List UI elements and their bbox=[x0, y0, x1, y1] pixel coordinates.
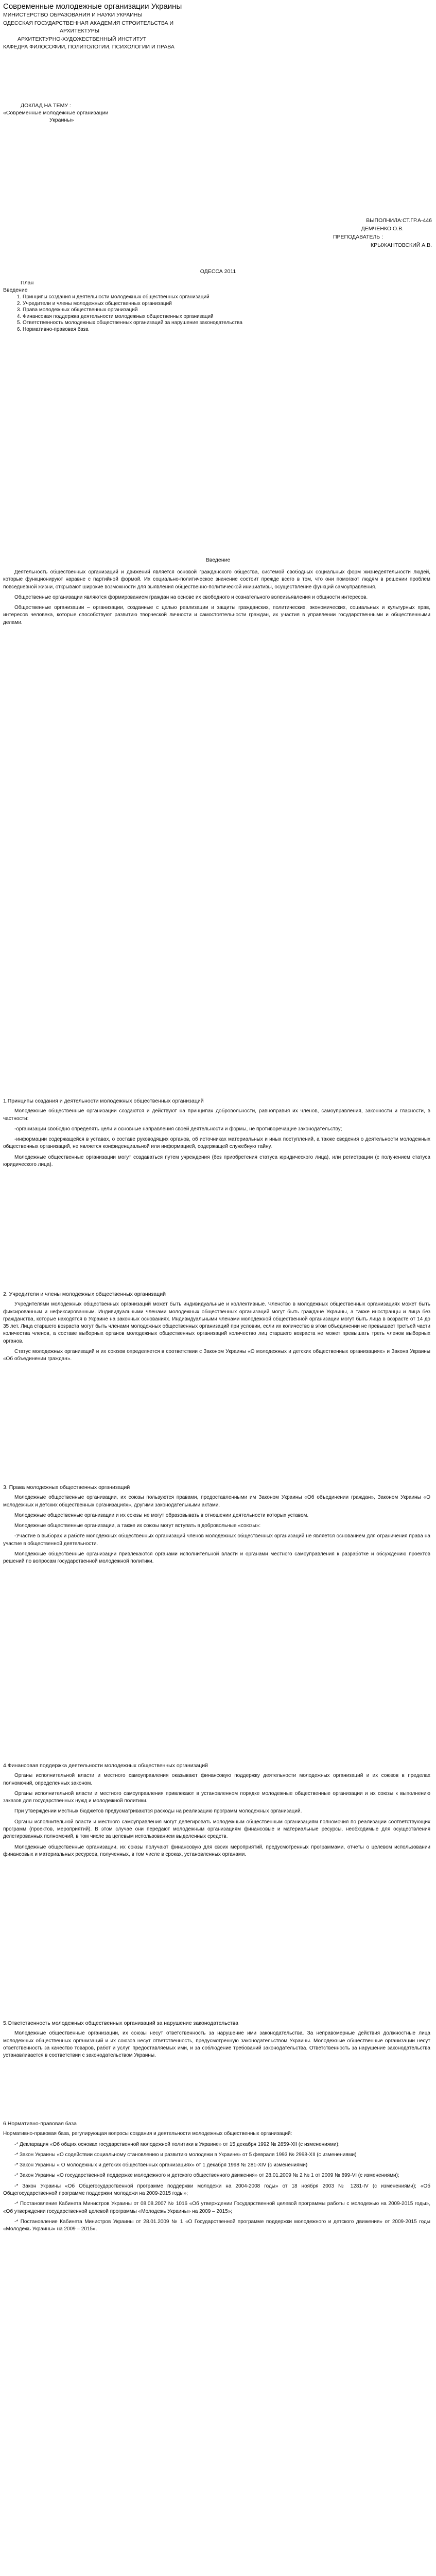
paragraph: Органы исполнительной власти и местного самоуправления оказывают финансовую поддержку деятельности молодежных организаций и их союзов в пределах полномочий, определенных законом. bbox=[3, 1773, 430, 1786]
report-topic-line: «Современные молодежные организации bbox=[3, 110, 109, 116]
toc-intro-item: Введение bbox=[3, 287, 28, 293]
ministry-line: МИНИСТЕРСТВО ОБРАЗОВАНИЯ И НАУКИ УКРАИНЫ bbox=[3, 12, 143, 18]
student-name: ДЕМЧЕНКО О.В. bbox=[361, 226, 404, 232]
toc-item: 5. Ответственность молодежных общественных организаций за нарушение законодательства bbox=[23, 320, 270, 327]
institute-line: АРХИТЕКТУРНО-ХУДОЖЕСТВЕННЫЙ ИНСТИТУТ bbox=[18, 36, 147, 42]
section-1-heading: 1.Принципы создания и деятельности молодежных общественных организаций bbox=[3, 1098, 204, 1104]
paragraph: Общественные организации являются формированием граждан на основе их свободного и сознательного волеизъявления и общности интересов. bbox=[14, 594, 368, 600]
teacher-label: ПРЕПОДАВАТЕЛЬ : bbox=[333, 234, 383, 240]
toc-item: 1. Принципы создания и деятельности молодежных общественных организаций bbox=[23, 294, 270, 301]
section-5 bbox=[3, 2020, 430, 2062]
paragraph: Общественные организации – организации, созданные с целью реализации и защиты гражданских, политических, экономических, социальных и культурных прав, интересов человека, которые способствуют развитию творческой личности и самостоятельности граждан, их участия в управлении государственными и общественными делами. bbox=[3, 605, 430, 625]
section-4 bbox=[3, 1762, 430, 1861]
list-item: -* Закон Украины «О государственной поддержке молодежного и детского общественного движения» от 28.01.2009 № 2 № 1 от 2009 № 899-VI (с изменениями); bbox=[14, 2173, 399, 2179]
list-item: -* Закон Украины « О молодежных и детских общественных организациях» от 1 декабря 1998 № 281-XIV (с изменениями) bbox=[14, 2162, 308, 2168]
section-3-heading: 3. Права молодежных общественных организаций bbox=[3, 1484, 130, 1490]
list-item: -* Декларация «Об общих основах государственной молодежной политики в Украине» от 15 декабря 1992 № 2859-XII (с изменениями); bbox=[14, 2141, 340, 2147]
department-line: КАФЕДРА ФИЛОСОФИИ, ПОЛИТОЛОГИИ, ПСИХОЛОГИИ И ПРАВА bbox=[3, 44, 175, 50]
section-5-heading: 5.Ответственность молодежных общественных организаций за нарушение законодательства bbox=[3, 2020, 239, 2026]
paragraph: -информации содержащейся в уставах, о составе руководящих органов, об источниках материальных и иных поступлений, а также сведения о деятельности молодежных общественных организаций, не является конфиденциальной или информацией, содержащей служебную тайну. bbox=[3, 1137, 430, 1150]
list-item: -* Закон Украины «О содействии социальному становлению и развитию молодежи в Украине» от 5 февраля 1993 № 2998-XII (с изменениями) bbox=[14, 2151, 357, 2158]
paragraph: Молодежные общественные организации, их союзы несут ответственность за нарушение ими законодательства. За неправомерные действия должностные лица молодежных общественных организаций и их союзов несут ответственность, предусмотренную законодательством Украины. Молодежные общественные организации несут ответственность за качество товаров, работ и услуг, предоставляемых ими, и за соблюдение требований законодательства. Ответственность за нарушение законодательства устанавливается в соответствии с законодательством Украины. bbox=[3, 2030, 430, 2059]
paragraph: При утверждении местных бюджетов предусматриваются расходы на реализацию программ молодежных организаций. bbox=[14, 1808, 302, 1815]
city-year: ОДЕССА 2011 bbox=[200, 268, 236, 275]
paragraph: Молодежные общественные организации могут создаваться путем учреждения (без приобретения статуса юридического лица), или регистрации (с получением статуса юридического лица). bbox=[3, 1154, 430, 1168]
paragraph: Статус молодежных организаций и их союзов определяется в соответствии с Законом Украины «О молодежных и детских общественных организациях» и Закона Украины «Об объединении граждан». bbox=[3, 1349, 430, 1362]
list-item: -* Постановление Кабинета Министров Украины от 08.08.2007 № 1016 «Об утверждении Государственной целевой программы работы с молодежью на 2009-2015 годы», «Об утверждении государственной целевой программы «Молодежь Украины» на 2009 – 2015»; bbox=[3, 2201, 430, 2214]
section-4-heading: 4.Финансовая поддержка деятельности молодежных общественных организаций bbox=[3, 1762, 208, 1769]
toc-item: 6. Нормативно-правовая база bbox=[23, 327, 270, 333]
paragraph: Деятельность общественных организаций и движений является основой гражданского общества, системой свободных социальных форм жизнедеятельности людей, которые функционируют наравне с партийной формой. Их социально-политическое значение состоит прежде всего в том, что они помогают людям в решении проблем повседневной жизни, открывают широкие возможности для выявления общественно-политической инициативы, осуществление функций самоуправления. bbox=[3, 569, 430, 590]
paragraph: Молодежные общественные организации создаются и действуют на принципах добровольности, равноправия их членов, самоуправления, законности и гласности, в частности: bbox=[3, 1108, 430, 1122]
report-topic bbox=[3, 102, 108, 124]
intro-text bbox=[3, 569, 430, 630]
title-page-header bbox=[3, 11, 175, 52]
paragraph: Молодежные общественные организации и их союзы не могут образовывать в отношении деятельности которых уставом. bbox=[14, 1512, 309, 1518]
paragraph: Молодежные общественные организации привлекаются органами исполнительной власти и органами местного самоуправления к разработке и обсуждению проектов решений по вопросам государственной молодежной политики. bbox=[3, 1551, 430, 1565]
section-1 bbox=[3, 1097, 430, 1172]
list-item: -* Закон Украины «Об Общегосударственной программе поддержки молодежи на 2004-2008 годы» от 18 ноября 2003 № 1281-IV (с изменениями); «Об Общегосударственной программе поддержки молодежи на 2009-2015 годы»; bbox=[3, 2183, 430, 2197]
toc-item: 4. Финансовая поддержка деятельности молодежных общественных организаций bbox=[23, 314, 270, 320]
paragraph: -Участие в выборах и работе молодежных общественных организаций членов молодежных общественных организаций не является основанием для ограничения права на участие в общественной деятельности. bbox=[3, 1533, 430, 1547]
report-heading: ДОКЛАД НА ТЕМУ : bbox=[21, 103, 71, 109]
paragraph: -организации свободно определять цели и основные направления своей деятельности и формы, не противоречащие законодательству; bbox=[14, 1126, 342, 1132]
section-6-heading: 6.Нормативно-правовая база bbox=[3, 2121, 77, 2127]
paragraph: Молодежные общественные организации, а также их союзы могут вступать в добровольные «союзы»: bbox=[14, 1523, 261, 1529]
done-by: ВЫПОЛНИЛА:СТ.ГР.А-446 bbox=[366, 217, 432, 224]
section-3 bbox=[3, 1484, 430, 1569]
section-2-heading: 2. Учредители и члены молодежных общественных организаций bbox=[3, 1291, 166, 1297]
section-6 bbox=[3, 2120, 430, 2236]
list-item: -* Постановление Кабинета Министров Украины от 28.01.2009 № 1 «О Государственной программе поддержки молодежного и детского движения» от 2009-2015 годы «Молодежь Украины» на 2009 – 2015». bbox=[3, 2218, 430, 2232]
paragraph: Органы исполнительной власти и местного самоуправления могут делегировать молодежным общественным организациям полномочия по реализации соответствующих программ (проектов, мероприятий). В этом случае они передают молодежным организациям финансовые и материальные ресурсы, необходимые для осуществления делегированных полномочий, в том числе за целевым использованием выделенных средств. bbox=[3, 1819, 430, 1840]
plan-heading: План bbox=[21, 280, 34, 286]
paragraph: Молодежные общественные организации, их союзы пользуются правами, предоставленными им Законом Украины «Об объединении граждан», Законом Украины «О молодежных и детских общественных организациях», другими законодательными актами. bbox=[3, 1495, 430, 1508]
paragraph: Молодежные общественные организации, их союзы получают финансовую для своих мероприятий, предусмотренных программами, отчеты о целевом использовании финансовых и материальных ресурсов, полученных, в том числе в сроках, установленных органами. bbox=[3, 1844, 430, 1857]
toc-item: 3. Права молодежных общественных организаций bbox=[23, 307, 270, 314]
intro-heading: Введение bbox=[205, 557, 231, 563]
academy-line: ОДЕССКАЯ ГОСУДАРСТВЕННАЯ АКАДЕМИЯ СТРОИТЕЛЬСТВА И bbox=[3, 20, 174, 26]
academy-line-cont: АРХИТЕКТУРЫ bbox=[60, 28, 100, 34]
section-2 bbox=[3, 1291, 430, 1366]
document-title: Современные молодежные организации Украины bbox=[3, 2, 182, 11]
signers-block bbox=[333, 216, 432, 249]
table-of-contents bbox=[3, 294, 270, 333]
paragraph: Учредителями молодежных общественных организаций может быть индивидуальные и коллективные. Членство в молодежных общественных организациях может быть фиксированным и нефиксированным. Индивидуальными членами молодежных общественных организаций могут быть граждане Украины, а также иностранцы и лица без гражданства, которые находятся в Украине на законных основаниях. Индивидуальными членами молодежной общественной организации могут быть лица в возрасте от 14 до 35 лет. Лица старшего возраста могут быть членами молодежных общественных организаций при условии, если их количество в этом объединении не превышает третьей части количества членов, а составе выборных органов молодежных общественных организаций количество лиц старшего возраста не может превышать треть членов выборных органов. bbox=[3, 1301, 430, 1344]
report-topic-line-cont: Украины» bbox=[49, 117, 74, 123]
paragraph: Нормативно-правовая база, регулирующая вопросы создания и деятельности молодежных общественных организаций: bbox=[3, 2131, 292, 2137]
teacher-name: КРЫЖАНТОВСКИЙ А.В. bbox=[370, 242, 432, 248]
toc-item: 2. Учредители и члены молодежных общественных организаций bbox=[23, 301, 270, 308]
paragraph: Органы исполнительной власти и местного самоуправления привлекают в установленном порядке молодежные общественные организации и их союзы к выполнению заказов для государственных нужд и молодежной политики. bbox=[3, 1790, 430, 1804]
